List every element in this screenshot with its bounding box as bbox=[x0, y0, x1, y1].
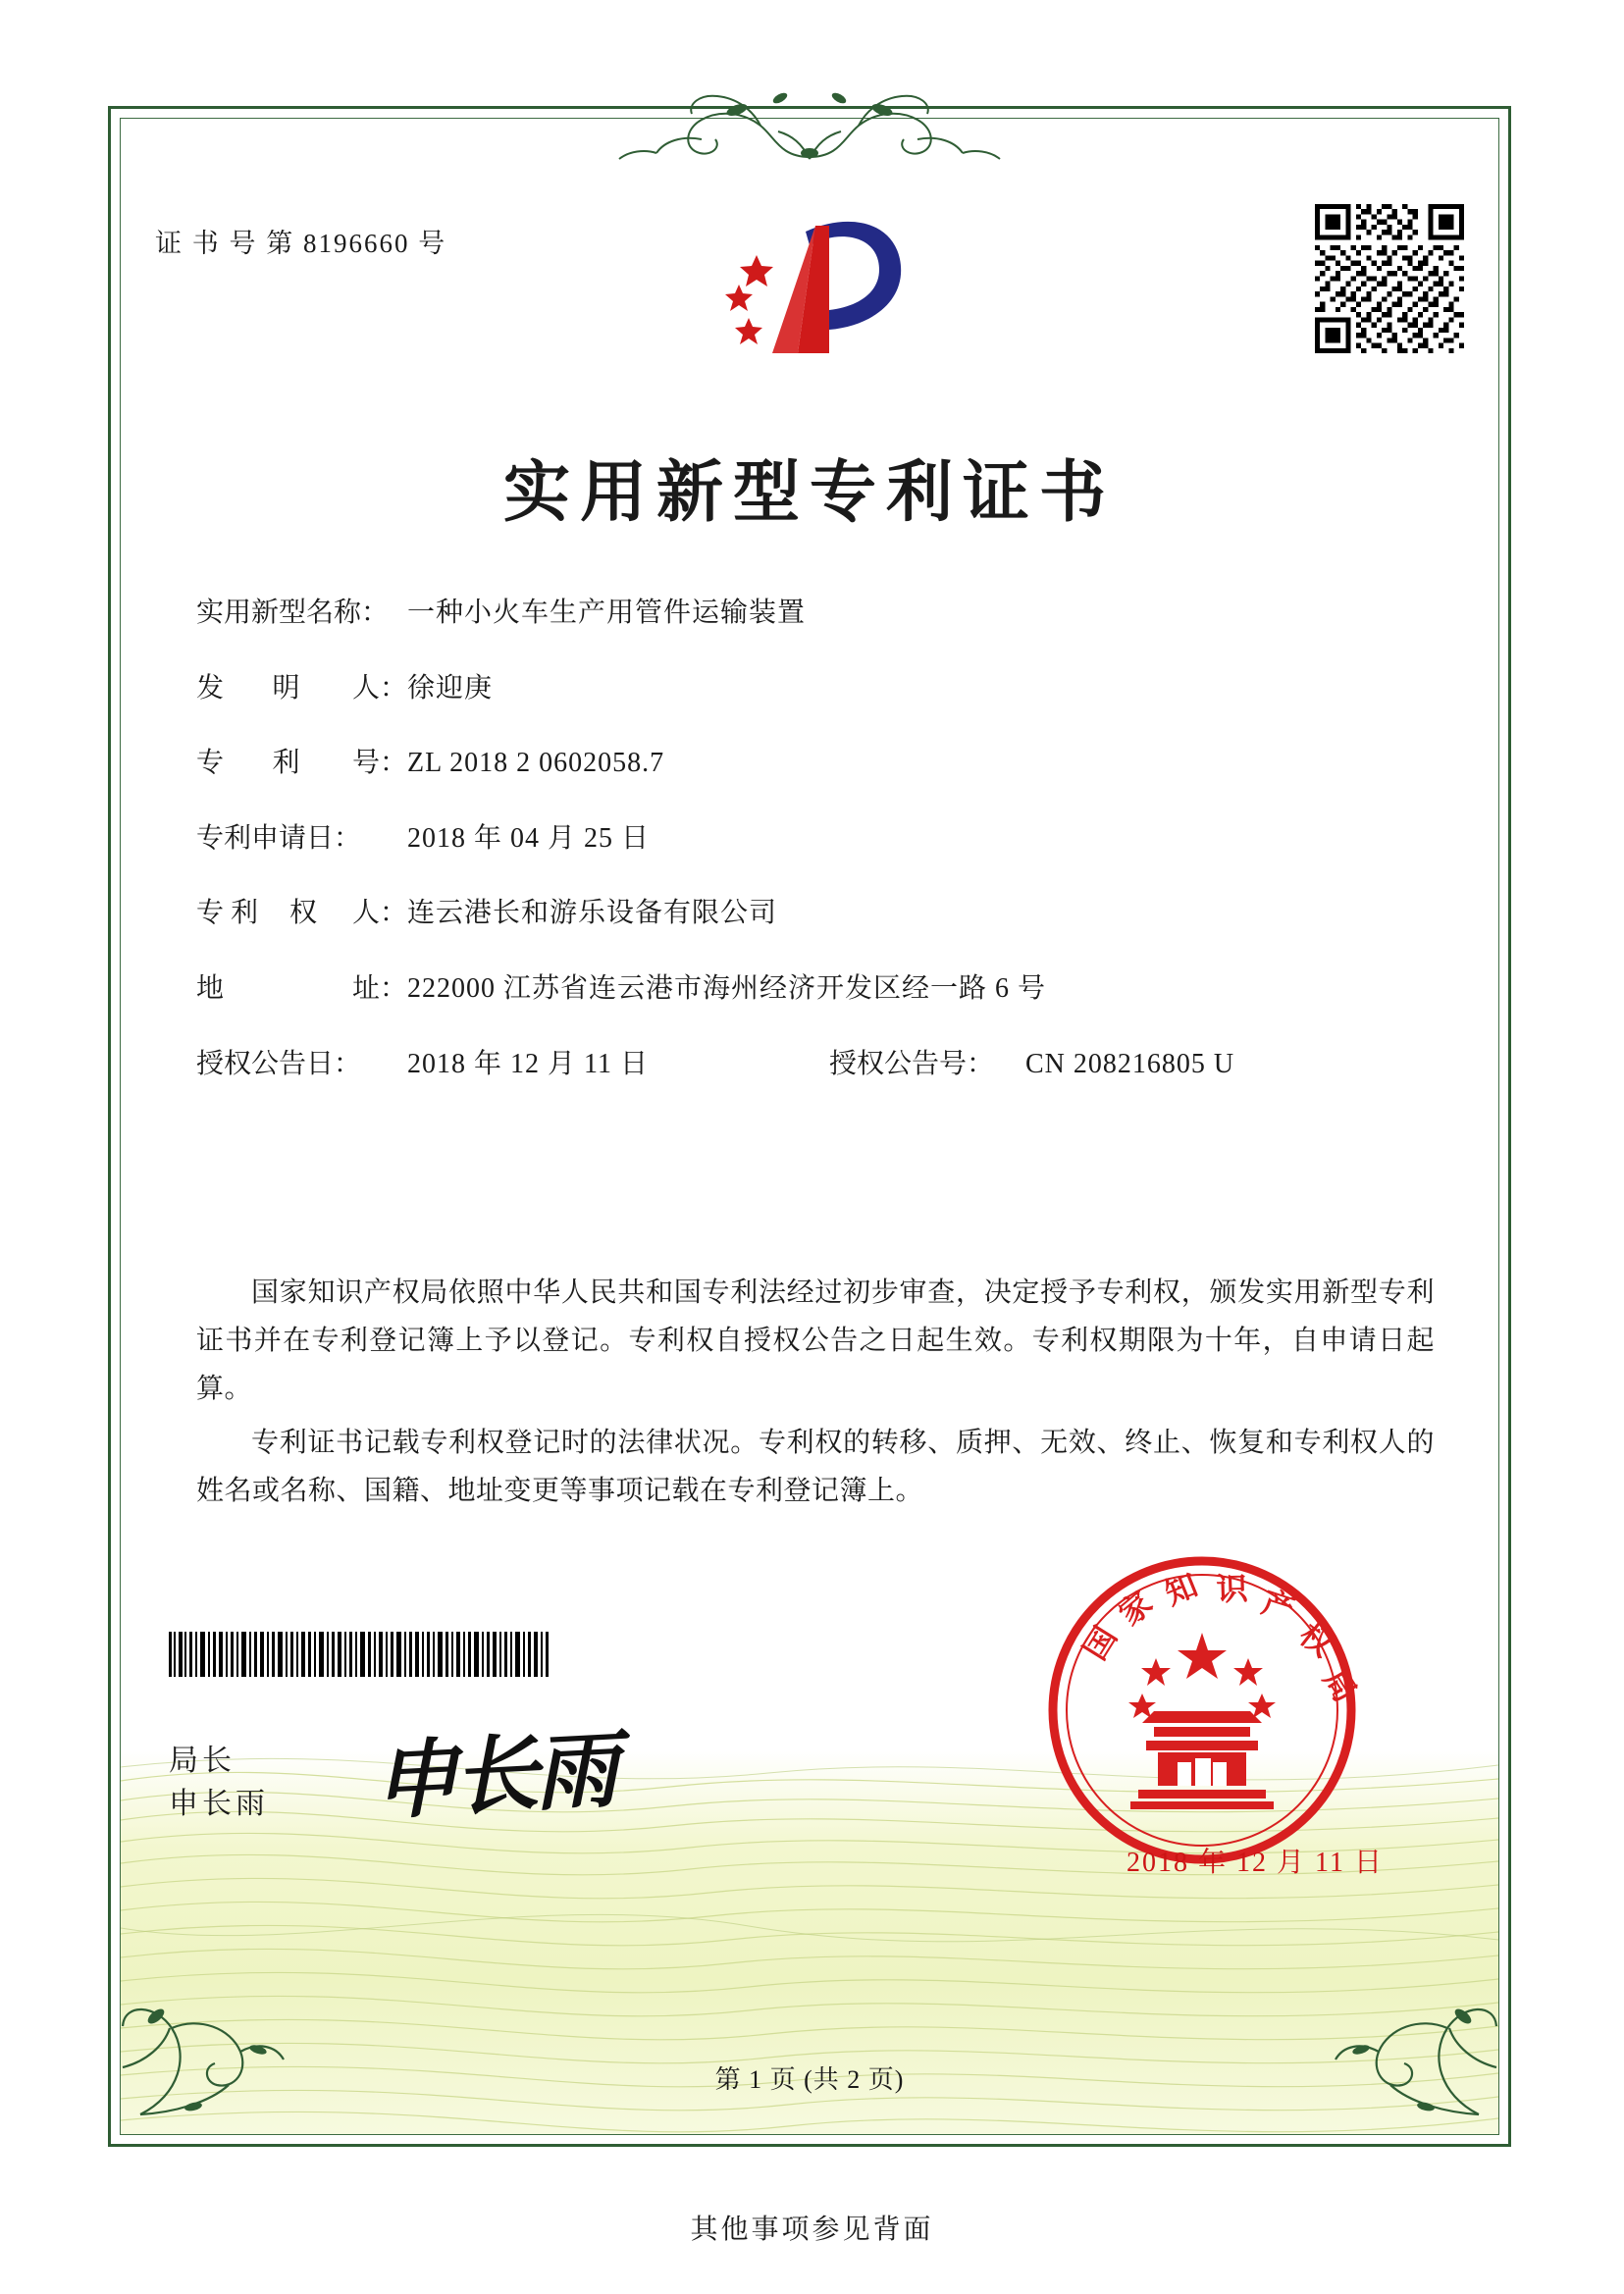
legal-text bbox=[196, 1269, 1435, 1521]
svg-text:家: 家 bbox=[1112, 1585, 1160, 1633]
field-row-address bbox=[196, 972, 1442, 1006]
handwritten-signature: 申长雨 bbox=[370, 1723, 617, 1830]
field-label-grant-number: 授权公告号： bbox=[829, 1048, 995, 1079]
svg-text:局: 局 bbox=[1317, 1662, 1364, 1708]
field-value: 2018 年 04 月 25 日 bbox=[407, 822, 651, 854]
legal-paragraph-1: 国家知识产权局依照中华人民共和国专利法经过初步审查，决定授予专利权，颁发实用新型专利证书并在专利登记簿上予以登记。专利权自授权公告之日起生效。专利权期限为十年，自申请日起算。 bbox=[196, 1277, 1435, 1404]
field-label-part: 人： bbox=[351, 898, 407, 929]
field-label-part: 专 bbox=[196, 748, 225, 779]
certificate-header bbox=[108, 214, 1511, 381]
certificate-fields bbox=[196, 597, 1442, 1122]
official-seal bbox=[1040, 1548, 1364, 1872]
field-row-patentee bbox=[196, 897, 1442, 930]
page-number: 第 1 页 (共 2 页) bbox=[714, 2065, 905, 2094]
field-label bbox=[196, 747, 407, 780]
field-value-grant-number: CN 208216805 U bbox=[1025, 1048, 1235, 1079]
field-label-part: 地 bbox=[196, 972, 225, 1004]
field-value: 一种小火车生产用管件运输装置 bbox=[407, 598, 807, 628]
svg-text:国: 国 bbox=[1076, 1620, 1124, 1666]
field-label bbox=[196, 972, 407, 1006]
field-label-part: 址： bbox=[351, 972, 407, 1004]
field-row-utility-model-name bbox=[196, 597, 1442, 630]
field-row-grant-announcement bbox=[196, 1048, 1442, 1081]
field-label: 专利申请日： bbox=[196, 822, 362, 854]
field-row-application-date bbox=[196, 822, 1442, 856]
legal-paragraph-2: 专利证书记载专利权登记时的法律状况。专利权的转移、质押、无效、终止、恢复和专利权人的姓名或名称、国籍、地址变更等事项记载在专利登记簿上。 bbox=[196, 1428, 1435, 1506]
field-value: 222000 江苏省连云港市海州经济开发区经一路 6 号 bbox=[407, 972, 1047, 1004]
barcode bbox=[169, 1632, 551, 1677]
field-row-patent-number bbox=[196, 747, 1442, 780]
field-label-part: 号： bbox=[351, 748, 407, 779]
field-label-part: 利 bbox=[272, 748, 300, 779]
field-label-part: 发 bbox=[196, 672, 225, 704]
svg-text:权: 权 bbox=[1292, 1616, 1340, 1664]
field-label-part: 权 bbox=[288, 898, 317, 929]
field-label-part: 明 bbox=[272, 672, 300, 704]
qr-code bbox=[1315, 204, 1464, 353]
field-label: 实用新型名称： bbox=[196, 598, 390, 628]
field-value: 连云港长和游乐设备有限公司 bbox=[407, 898, 778, 929]
field-label bbox=[196, 672, 407, 705]
seal-date: 2018 年 12 月 11 日 bbox=[1126, 1848, 1384, 1878]
page-title: 实用新型专利证书 bbox=[502, 455, 1116, 530]
field-value-grant-date: 2018 年 12 月 11 日 bbox=[407, 1048, 649, 1079]
field-label bbox=[196, 897, 407, 930]
svg-text:知: 知 bbox=[1160, 1567, 1203, 1612]
signature-name: 申长雨 bbox=[169, 1787, 269, 1820]
svg-text:产: 产 bbox=[1257, 1584, 1299, 1628]
field-label-grant-date: 授权公告日： bbox=[196, 1048, 362, 1079]
field-label-part: 专 利 bbox=[196, 898, 259, 929]
signature-block bbox=[169, 1740, 269, 1825]
field-row-inventor bbox=[196, 672, 1442, 705]
cnipa-logo-icon bbox=[682, 204, 937, 381]
svg-text:识: 识 bbox=[1215, 1570, 1249, 1607]
field-value: 徐迎庚 bbox=[407, 672, 494, 704]
signature-role: 局长 bbox=[169, 1745, 236, 1777]
certificate-number: 证 书 号 第 8196660 号 bbox=[155, 229, 447, 258]
back-side-note: 其他事项参见背面 bbox=[690, 2215, 934, 2245]
certificate-container bbox=[108, 106, 1511, 2147]
field-label-part: 人： bbox=[351, 672, 407, 704]
field-value: ZL 2018 2 0602058.7 bbox=[407, 748, 665, 779]
